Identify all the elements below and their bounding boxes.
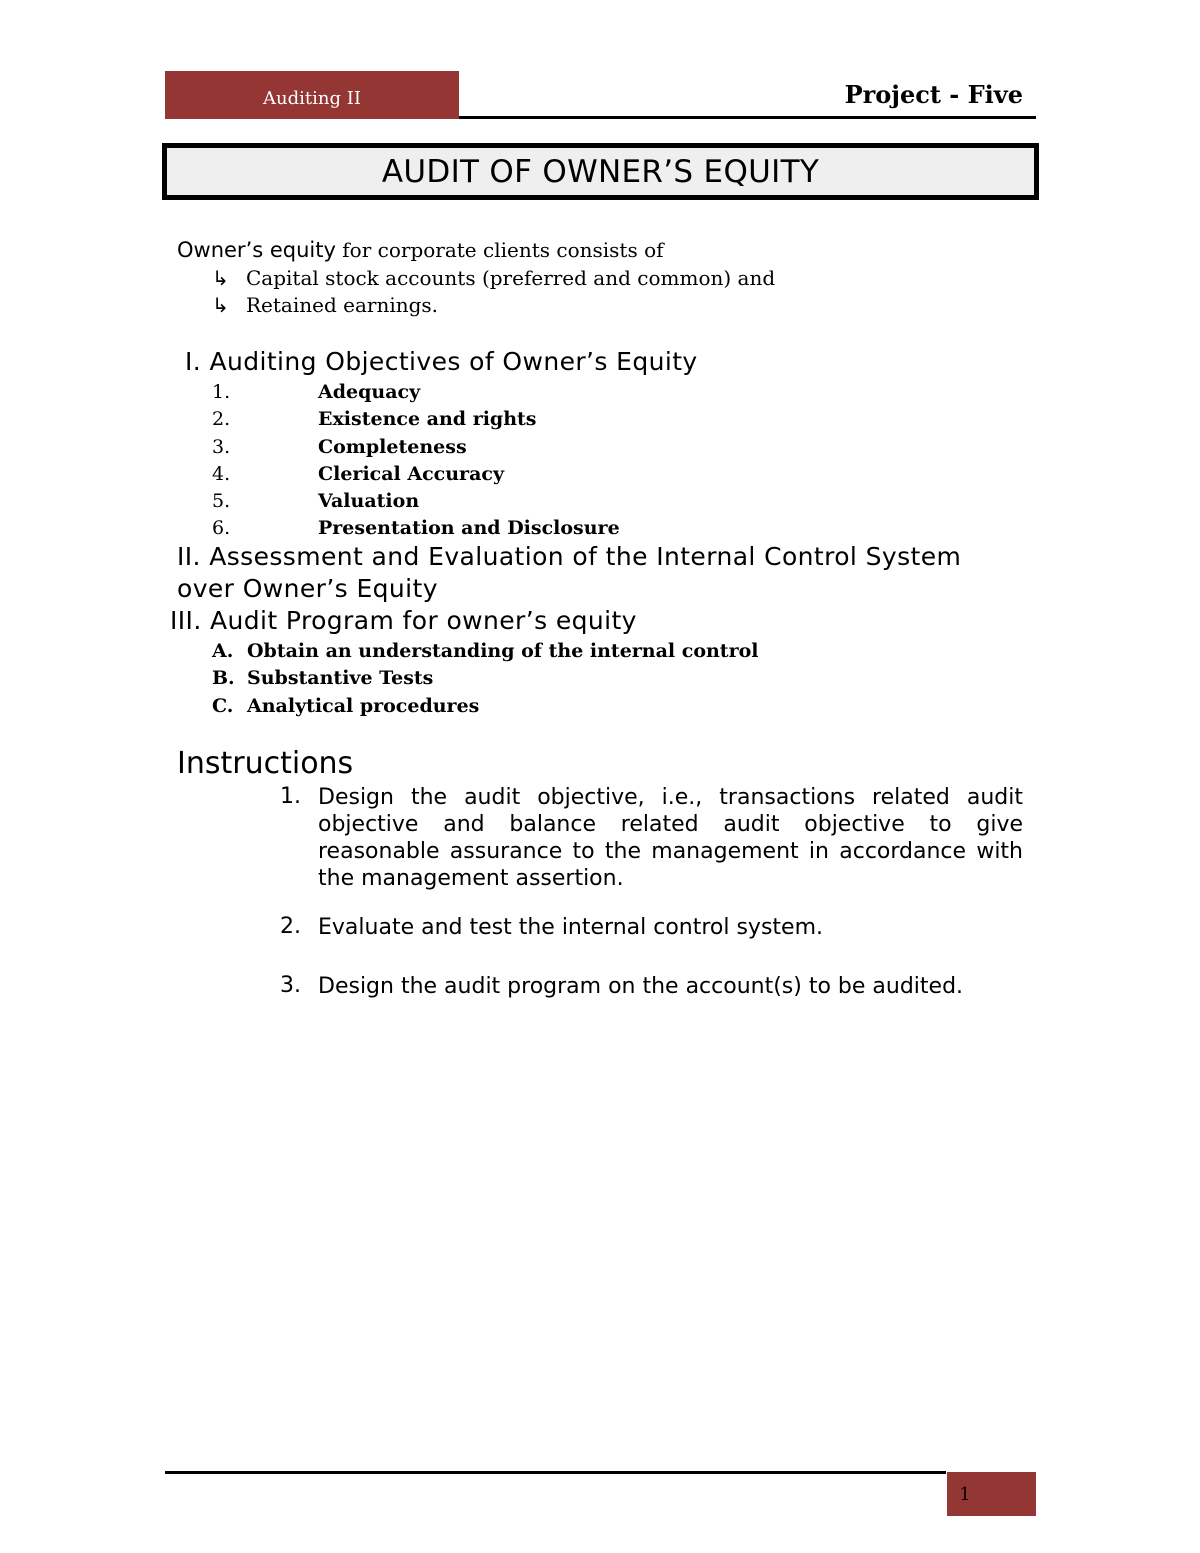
instruction-number: 3. <box>280 973 301 998</box>
instruction-text: Design the audit program on the account(s) to be audited. <box>318 974 964 999</box>
project-label: Project - Five <box>844 80 1023 109</box>
bullet-text: Retained earnings. <box>246 293 439 317</box>
program-text: Substantive Tests <box>247 667 434 689</box>
objective-number: 2. <box>212 408 231 430</box>
objective-text: Completeness <box>318 436 467 458</box>
program-text: Obtain an understanding of the internal control <box>247 640 759 662</box>
intro-paragraph <box>177 238 664 262</box>
course-label: Auditing II <box>263 87 361 109</box>
objective-number: 6. <box>212 517 231 539</box>
arrow-down-right-icon: ↳ <box>212 293 229 317</box>
page-number: 1 <box>959 1483 971 1505</box>
instruction-text: Design the audit objective, i.e., transactions related audit objective and balance related audit objective to give reasonable assurance to the management in accordance with the management assertion. <box>318 785 1023 891</box>
section-heading-objectives: I. Auditing Objectives of Owner’s Equity <box>185 347 698 376</box>
objective-number: 4. <box>212 463 231 485</box>
header-rule <box>459 116 1036 119</box>
page-title: AUDIT OF OWNER’S EQUITY <box>162 143 1039 200</box>
objective-text: Valuation <box>318 490 420 512</box>
objective-number: 3. <box>212 436 231 458</box>
objective-text: Existence and rights <box>318 408 537 430</box>
objective-number: 1. <box>212 381 231 403</box>
instruction-number: 2. <box>280 914 301 939</box>
section-heading-assessment-cont: over Owner’s Equity <box>177 574 438 603</box>
section-heading-assessment: II. Assessment and Evaluation of the Internal Control System <box>177 542 962 571</box>
list-item <box>212 266 775 290</box>
instruction-text: Evaluate and test the internal control system. <box>318 915 824 940</box>
objective-text: Clerical Accuracy <box>318 463 504 485</box>
program-letter: B. <box>212 667 235 689</box>
program-letter: C. <box>212 695 234 717</box>
intro-text: for corporate clients consists of <box>335 238 664 262</box>
bullet-text: Capital stock accounts (preferred and common) and <box>246 266 776 290</box>
list-item <box>212 293 438 317</box>
section-heading-program: III. Audit Program for owner’s equity <box>170 606 637 635</box>
objective-text: Adequacy <box>318 381 421 403</box>
arrow-down-right-icon: ↳ <box>212 266 229 290</box>
intro-lead: Owner’s equity <box>177 238 336 262</box>
instructions-title: Instructions <box>177 746 354 781</box>
objective-number: 5. <box>212 490 231 512</box>
footer-rule <box>165 1471 946 1474</box>
objective-text: Presentation and Disclosure <box>318 517 620 539</box>
instruction-number: 1. <box>280 784 301 809</box>
program-text: Analytical procedures <box>247 695 480 717</box>
program-letter: A. <box>212 640 234 662</box>
